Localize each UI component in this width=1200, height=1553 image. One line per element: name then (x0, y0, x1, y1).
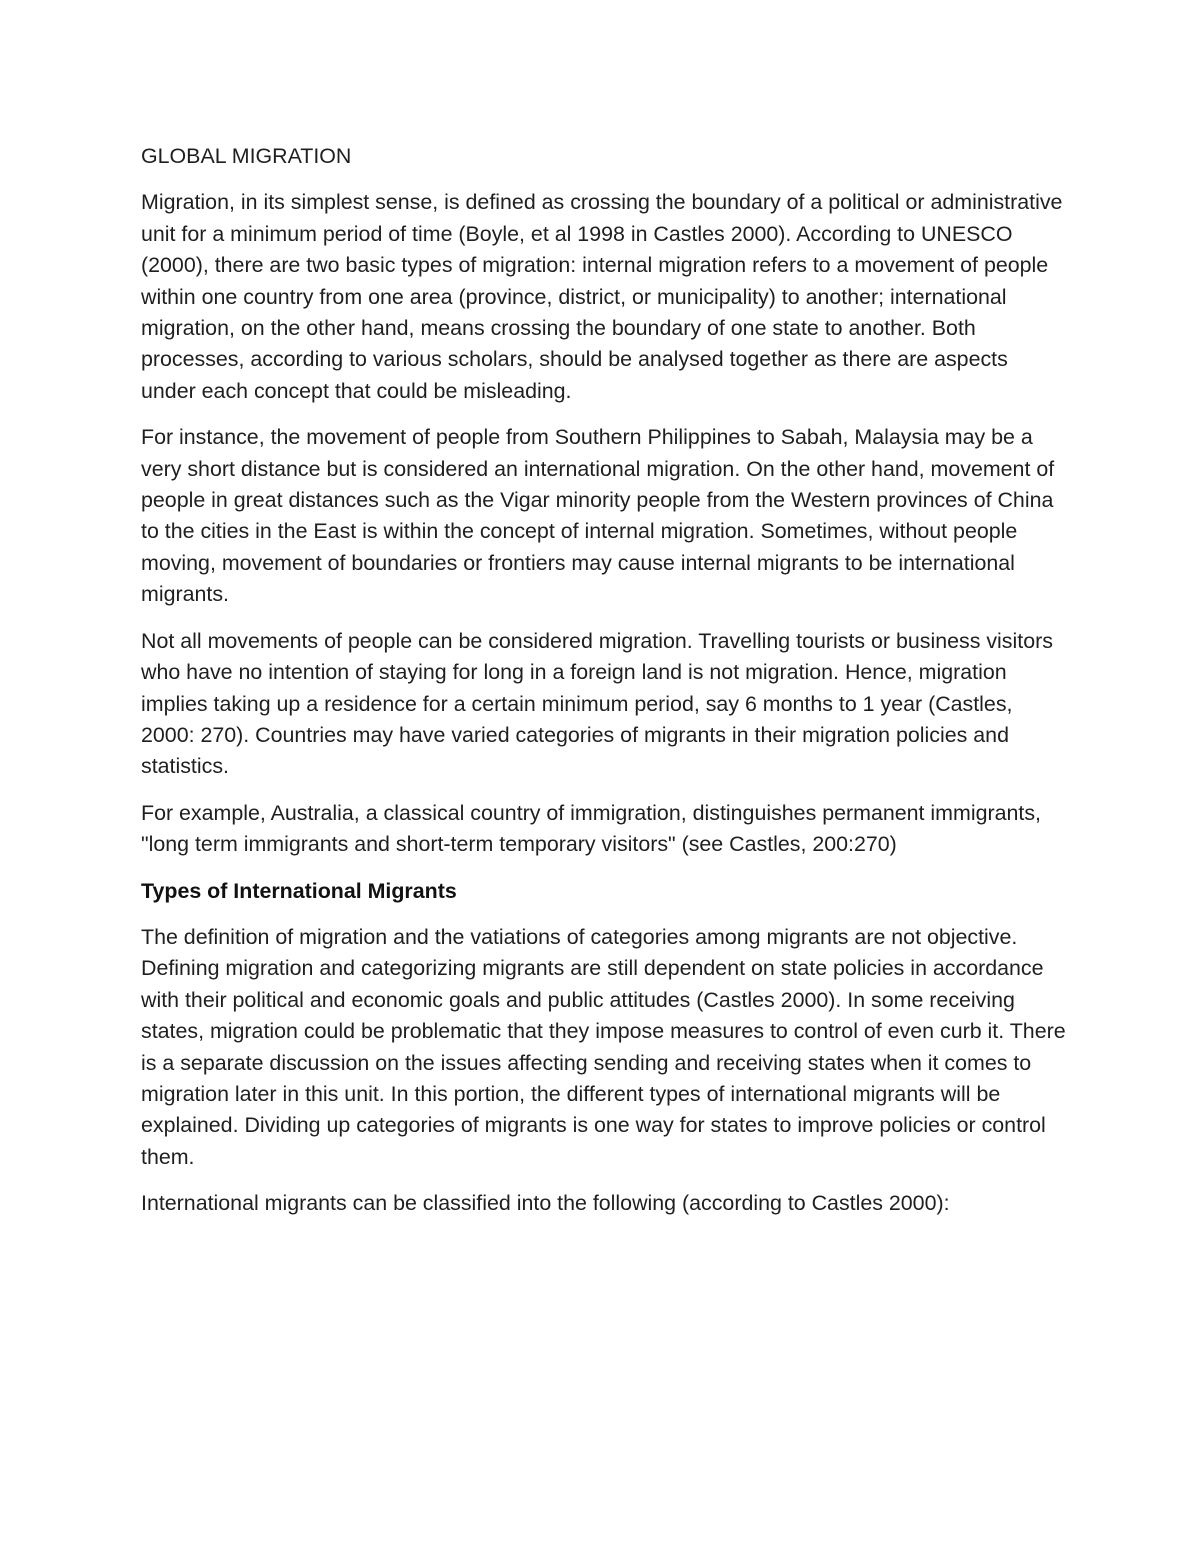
paragraph-classification-intro: International migrants can be classified into the following (according to Castles 2000): (141, 1191, 950, 1216)
document-body (141, 141, 1066, 1235)
paragraph-migration-definition: Migration, in its simplest sense, is defined as crossing the boundary of a political or administrative unit for a minimum period of time (Boyle, et al 1998 in Castles 2000). According to UNESCO (2000), there are two basic types of migration: internal migration refers to a movement of people within one country from one area (province, district, or municipality) to another; international migration, on the other hand, means crossing the boundary of one state to another. Both processes, according to various scholars, should be analysed together as there are aspects under each concept that could be misleading. (141, 190, 1063, 403)
paragraph-migration-example: For instance, the movement of people from Southern Philippines to Sabah, Malaysia may be a very short distance but is considered an international migration. On the other hand, movement of people in great distances such as the Vigar minority people from the Western provinces of China to the cities in the East is within the concept of internal migration. Sometimes, without people moving, movement of boundaries or frontiers may cause internal migrants to be international migrants. (141, 425, 1055, 607)
paragraph-australia-example: For example, Australia, a classical country of immigration, distinguishes permanent immigrants, "long term immigrants and short-term temporary visitors" (see Castles, 200:270) (141, 800, 1041, 857)
document-title: GLOBAL MIGRATION (141, 144, 352, 168)
section-heading: Types of International Migrants (141, 878, 457, 903)
paragraph-not-all-movements: Not all movements of people can be considered migration. Travelling tourists or business visitors who have no intention of staying for long in a foreign land is not migration. Hence, migration implies taking up a residence for a certain minimum period, say 6 months to 1 year (Castles, 2000: 270). Countries may have varied categories of migrants in their migration policies and statistics. (141, 628, 1053, 779)
paragraph-categories-definition: The definition of migration and the vatiations of categories among migrants are not objective. Defining migration and categorizing migrants are still dependent on state policies in accordance with their political and economic goals and public attitudes (Castles 2000). In some receiving states, migration could be problematic that they impose measures to control of even curb it. There is a separate discussion on the issues affecting sending and receiving states when it comes to migration later in this unit. In this portion, the different types of international migrants will be explained. Dividing up categories of migrants is one way for states to improve policies or control them. (141, 924, 1066, 1169)
